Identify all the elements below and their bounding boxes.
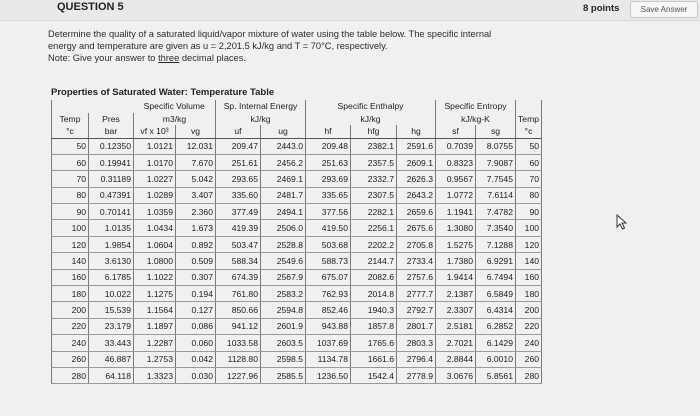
table-cell: 419.50 [306,220,351,236]
table-cell: 1.0170 [134,154,176,170]
table-row [52,253,542,269]
table-cell: 209.48 [306,138,351,154]
table-cell: 1227.96 [216,367,261,383]
saturated-water-table [51,100,542,384]
table-cell: 64.118 [89,367,134,383]
table-cell: 70 [52,171,89,187]
table-cell: 6.4314 [476,302,516,318]
table-cell: 1765.6 [351,335,397,351]
table-row [52,302,542,318]
table-cell: 852.46 [306,302,351,318]
col-header-ug: ug [261,125,306,138]
group-header-row [52,100,542,113]
table-row [52,154,542,170]
unit-header-volume: m3/kg [134,113,216,126]
table-cell: 2144.7 [351,253,397,269]
table-row [52,220,542,236]
table-cell: 180 [516,286,542,302]
table-cell: 2357.5 [351,154,397,170]
table-cell: 7.3540 [476,220,516,236]
unit-header-entropy: kJ/kg-K [436,113,516,126]
group-header-energy: Sp. Internal Energy [216,100,306,113]
table-title: Properties of Saturated Water: Temperature Table [51,87,275,98]
table-cell: 6.7494 [476,269,516,285]
table-cell: 1.1897 [134,318,176,334]
table-cell: 1.0359 [134,204,176,220]
table-cell: 5.042 [176,171,216,187]
unit-header-pres: Pres [89,113,134,126]
question-title: QUESTION 5 [57,1,124,13]
table-cell: 674.39 [216,269,261,285]
table-cell: 60 [516,154,542,170]
table-cell: 2603.5 [261,335,306,351]
table-cell: 2705.8 [397,236,436,252]
table-cell: 1542.4 [351,367,397,383]
table-cell: 0.12350 [89,138,134,154]
table-cell: 251.61 [216,154,261,170]
column-header-row [52,125,542,138]
table-cell: 1.9414 [436,269,476,285]
table-cell: 10.022 [89,286,134,302]
table-cell: 0.70141 [89,204,134,220]
col-header-hfg: hfg [351,125,397,138]
table-cell: 675.07 [306,269,351,285]
table-cell: 6.0010 [476,351,516,367]
table-cell: 2202.2 [351,236,397,252]
table-cell: 2307.5 [351,187,397,203]
table-cell: 1.1022 [134,269,176,285]
table-cell: 120 [516,236,542,252]
group-header-enthalpy: Specific Enthalpy [306,100,436,113]
table-cell: 2014.8 [351,286,397,302]
col-header-hg: hg [397,125,436,138]
table-cell: 220 [516,318,542,334]
unit-header-energy: kJ/kg [216,113,306,126]
table-row [52,204,542,220]
col-header-vf: vf x 10³ [134,125,176,138]
table-cell: 46.887 [89,351,134,367]
note-suffix: decimal places. [179,53,246,63]
table-cell: 1.3323 [134,367,176,383]
col-header-sf: sf [436,125,476,138]
table-cell: 90 [52,204,89,220]
table-cell: 1.1564 [134,302,176,318]
points-label: 8 points [583,3,620,14]
table-cell: 1.0227 [134,171,176,187]
question-line-1: Determine the quality of a saturated liquid/vapor mixture of water using the table below. The specific internal [48,29,492,39]
table-cell: 2675.6 [397,220,436,236]
table-cell: 2456.2 [261,154,306,170]
table-cell: 100 [516,220,542,236]
table-cell: 3.407 [176,187,216,203]
table-cell: 2549.6 [261,253,306,269]
table-cell: 260 [52,351,89,367]
table-cell: 90 [516,204,542,220]
table-cell: 2757.6 [397,269,436,285]
table-cell: 8.0755 [476,138,516,154]
col-header-temp-right: °c [516,125,542,138]
table-cell: 7.670 [176,154,216,170]
question-header [0,0,700,21]
table-cell: 2082.6 [351,269,397,285]
table-cell: 293.65 [216,171,261,187]
table-cell: 180 [52,286,89,302]
table-cell: 70 [516,171,542,187]
question-text [48,28,588,64]
table-row [52,171,542,187]
table-cell: 335.65 [306,187,351,203]
table-cell: 1.0121 [134,138,176,154]
table-cell: 2591.6 [397,138,436,154]
table-cell: 0.892 [176,236,216,252]
table-cell: 2.3307 [436,302,476,318]
unit-header-enthalpy: kJ/kg [306,113,436,126]
col-header-temp: °c [52,125,89,138]
unit-header-temp-right: Temp [516,113,542,126]
table-cell: 2601.9 [261,318,306,334]
table-cell: 941.12 [216,318,261,334]
table-cell: 1.5275 [436,236,476,252]
table-cell: 0.47391 [89,187,134,203]
table-cell: 0.509 [176,253,216,269]
table-cell: 23.179 [89,318,134,334]
table-cell: 1037.69 [306,335,351,351]
col-header-uf: uf [216,125,261,138]
group-header-volume: Specific Volume [134,100,216,113]
table-cell: 2.1387 [436,286,476,302]
table-cell: 2594.8 [261,302,306,318]
table-cell: 2626.3 [397,171,436,187]
table-cell: 377.49 [216,204,261,220]
question-note [48,52,588,64]
table-cell: 503.47 [216,236,261,252]
question-line-2: energy and temperature are given as u = 2,201.5 kJ/kg and T = 70°C, respectively. [48,41,388,51]
table-cell: 12.031 [176,138,216,154]
table-cell: 2733.4 [397,253,436,269]
table-cell: 2256.1 [351,220,397,236]
table-row [52,286,542,302]
table-cell: 6.1785 [89,269,134,285]
table-cell: 1.2753 [134,351,176,367]
table-cell: 6.5849 [476,286,516,302]
table-cell: 2443.0 [261,138,306,154]
table-cell: 7.4782 [476,204,516,220]
table-cell: 2494.1 [261,204,306,220]
table-cell: 80 [516,187,542,203]
table-cell: 293.69 [306,171,351,187]
table-cell: 1.0135 [89,220,134,236]
table-cell: 762.93 [306,286,351,302]
table-cell: 1.1275 [134,286,176,302]
col-header-hf: hf [306,125,351,138]
table-row [52,138,542,154]
table-cell: 2567.9 [261,269,306,285]
table-row [52,335,542,351]
table-cell: 1134.78 [306,351,351,367]
table-cell: 0.127 [176,302,216,318]
table-cell: 1.0289 [134,187,176,203]
table-cell: 335.60 [216,187,261,203]
table-cell: 0.086 [176,318,216,334]
table-cell: 50 [52,138,89,154]
table-cell: 280 [52,367,89,383]
table-cell: 200 [52,302,89,318]
table-cell: 2481.7 [261,187,306,203]
table-cell: 1033.58 [216,335,261,351]
table-cell: 220 [52,318,89,334]
table-cell: 419.39 [216,220,261,236]
table-cell: 260 [516,351,542,367]
table-cell: 0.060 [176,335,216,351]
table-cell: 1.3080 [436,220,476,236]
table-cell: 1.0800 [134,253,176,269]
table-cell: 0.31189 [89,171,134,187]
table-cell: 240 [52,335,89,351]
table-cell: 1128.80 [216,351,261,367]
table-cell: 588.73 [306,253,351,269]
table-cell: 7.1288 [476,236,516,252]
table-cell: 2777.7 [397,286,436,302]
table-cell: 1236.50 [306,367,351,383]
table-cell: 2506.0 [261,220,306,236]
table-cell: 280 [516,367,542,383]
table-cell: 503.68 [306,236,351,252]
table-cell: 0.194 [176,286,216,302]
table-cell: 140 [516,253,542,269]
table-cell: 2.7021 [436,335,476,351]
table-cell: 100 [52,220,89,236]
table-cell: 7.7545 [476,171,516,187]
table-cell: 0.042 [176,351,216,367]
mouse-cursor-icon [616,214,628,230]
table-cell: 240 [516,335,542,351]
table-cell: 3.0676 [436,367,476,383]
table-cell: 60 [52,154,89,170]
note-prefix: Note: Give your answer to [48,53,159,63]
col-header-vg: vg [176,125,216,138]
table-cell: 7.6114 [476,187,516,203]
table-cell: 2643.2 [397,187,436,203]
table-cell: 0.307 [176,269,216,285]
table-row [52,318,542,334]
table-cell: 6.9291 [476,253,516,269]
table-cell: 1.2287 [134,335,176,351]
table-cell: 1.673 [176,220,216,236]
unit-header-row [52,113,542,126]
table-cell: 1.9854 [89,236,134,252]
table-cell: 0.19941 [89,154,134,170]
table-cell: 2609.1 [397,154,436,170]
table-cell: 2528.8 [261,236,306,252]
table-cell: 2332.7 [351,171,397,187]
table-cell: 1.0604 [134,236,176,252]
table-cell: 2.360 [176,204,216,220]
unit-header-temp: Temp [52,113,89,126]
table-cell: 251.63 [306,154,351,170]
table-cell: 1857.8 [351,318,397,334]
table-cell: 1.0434 [134,220,176,236]
table-cell: 2585.5 [261,367,306,383]
table-cell: 0.9567 [436,171,476,187]
table-cell: 2.5181 [436,318,476,334]
table-cell: 160 [52,269,89,285]
table-cell: 15.539 [89,302,134,318]
table-cell: 0.7039 [436,138,476,154]
group-header-entropy: Specific Entropy [436,100,516,113]
table-cell: 6.2852 [476,318,516,334]
table-cell: 2796.4 [397,351,436,367]
table-cell: 2469.1 [261,171,306,187]
table-cell: 850.66 [216,302,261,318]
table-cell: 2792.7 [397,302,436,318]
table-cell: 160 [516,269,542,285]
table-row [52,367,542,383]
table-row [52,236,542,252]
table-cell: 2659.6 [397,204,436,220]
table-cell: 2778.9 [397,367,436,383]
table-cell: 1940.3 [351,302,397,318]
table-cell: 209.47 [216,138,261,154]
table-cell: 2803.3 [397,335,436,351]
table-cell: 2.8844 [436,351,476,367]
note-underlined: three [158,53,180,63]
table-cell: 140 [52,253,89,269]
table-row [52,351,542,367]
col-header-pres: bar [89,125,134,138]
table-row [52,187,542,203]
table-cell: 6.1429 [476,335,516,351]
table-cell: 1.0772 [436,187,476,203]
table-cell: 588.34 [216,253,261,269]
table-cell: 1661.6 [351,351,397,367]
table-cell: 1.1941 [436,204,476,220]
table-cell: 761.80 [216,286,261,302]
table-row [52,269,542,285]
table-cell: 7.9087 [476,154,516,170]
table-cell: 200 [516,302,542,318]
table-cell: 5.8561 [476,367,516,383]
table-cell: 2583.2 [261,286,306,302]
col-header-sg: sg [476,125,516,138]
table-cell: 0.030 [176,367,216,383]
table-cell: 1.7380 [436,253,476,269]
table-body [52,138,542,384]
table-cell: 943.88 [306,318,351,334]
table-cell: 120 [52,236,89,252]
table-cell: 377.56 [306,204,351,220]
table-cell: 50 [516,138,542,154]
table-cell: 33.443 [89,335,134,351]
table-cell: 80 [52,187,89,203]
table-cell: 2598.5 [261,351,306,367]
table-cell: 2382.1 [351,138,397,154]
table-cell: 0.8323 [436,154,476,170]
table-cell: 2282.1 [351,204,397,220]
table-cell: 3.6130 [89,253,134,269]
save-answer-button[interactable]: Save Answer [630,1,698,18]
table-cell: 2801.7 [397,318,436,334]
